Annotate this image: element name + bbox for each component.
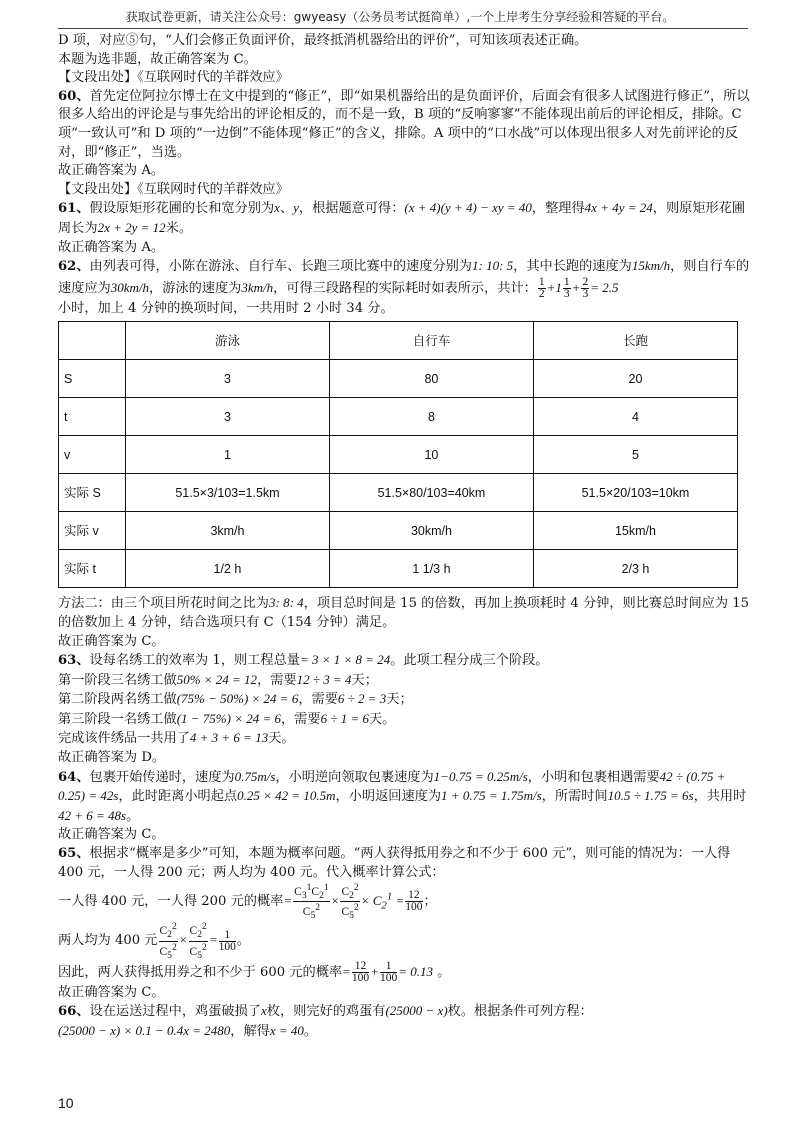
fraction: $\frac{1}{100}$ [379,959,398,984]
question-64: 64、包裹开始传递时，速度为0.75m/s，小明逆向领取包裹速度为1−0.75 = 0.25m/s，小明和包裹相遇需要42 ÷ (0.75 + 0.25) = 42s，此时距离小明起点0.25 × 42 = 10.5m，小明返回速度为1 + 0.75 = 1.75m/s，所需时间10.5 ÷ 1.75 = 6s，共用时42 + 6 = 48s。 [58,768,747,824]
answer: 故正确答案为 C。 [58,633,165,649]
stage-line: 第一阶段三名绣工做50% × 24 = 12，需要12 ÷ 3 = 4天； [58,671,378,688]
row-label: S [59,360,126,398]
table-row [59,360,738,398]
stage-line: 第二阶段两名绣工做(75% − 50%) × 24 = 6，需要6 ÷ 2 = 3天； [58,691,413,708]
speed-table [58,321,750,588]
document-body [58,32,750,1042]
equation-line: (25000 − x) × 0.1 − 0.4x = 2480，解得x = 40。 [58,1022,318,1039]
table-row [59,398,738,436]
probability-line: 因此，两人获得抵用券之和不少于 600 元的概率= $\frac{12}{100}$ + $\frac{1}{100}$ = 0.13 。 [58,959,451,984]
table-cell: 51.5×20/103=10km [533,474,737,512]
source-note: 【文段出处】《互联网时代的羊群效应》 [58,70,289,86]
table-cell: 80 [329,360,533,398]
row-label: 实际 S [59,474,126,512]
question-number: 64、 [58,769,90,785]
table-row [59,512,738,550]
table-cell: 51.5×80/103=40km [329,474,533,512]
table-cell: 1/2 h [125,550,329,588]
table-cell: 1 [125,436,329,474]
fraction: $\frac{C_2^2}{C_5^2}$ [189,921,207,961]
fraction: $\frac{1}{100}$ [218,928,236,953]
page-number: 10 [58,1095,74,1111]
table-header-row [59,322,738,360]
stage-line: 第三阶段一名绣工做(1 − 75%) × 24 = 6，需要6 ÷ 1 = 6天。 [58,710,396,727]
fraction: $\frac{C_2^2}{C_5^2}$ [341,882,359,922]
table-cell: 2/3 h [533,550,737,588]
row-label: t [59,398,126,436]
row-label: 实际 t [59,550,126,588]
question-number: 60、 [58,88,90,104]
table-row [59,550,738,588]
answer: 故正确答案为 A。 [58,239,165,255]
row-label: 实际 v [59,512,126,550]
question-number: 65、 [58,846,90,862]
fraction: $\frac{12}{100}$ [405,889,423,914]
question-63: 63、设每名绣工的效率为 1，则工程总量= 3 × 1 × 8 = 24。此项工程分成三个阶段。 [58,652,549,669]
answer: 故正确答案为 D。 [58,750,166,766]
table-cell: 51.5×3/103=1.5km [125,474,329,512]
question-61: 61、假设原矩形花圃的长和宽分别为x、y，根据题意可得：(x + 4)(y + 4) − xy = 40，整理得4x + 4y = 24，则原矩形花圃周长为2x + 2y = 12米。 [58,200,746,236]
fraction: $\frac{2}{3}$ [582,275,589,300]
question-62: 62、由列表可得，小陈在游泳、自行车、长跑三项比赛中的速度分别为1: 10: 5，其中长跑的速度为15km/h，则自行车的速度应为30km/h，游泳的速度为3km/h，可得三段路程的实际耗时如表所示，共计： $\frac{1}{2}$ +1 $\frac{1}{3}$ + $\frac{2}{3}$ = 2.5 小时，加上 4 分钟的换项时间，一共用时 2 小时 34 分。 [58,258,750,316]
table-row [59,436,738,474]
fraction: $\frac{C_2^2}{C_5^2}$ [159,921,177,961]
answer: 故正确答案为 A。 [58,163,165,179]
table-cell: 4 [533,398,737,436]
column-header: 自行车 [329,322,533,360]
question-number: 63、 [58,653,90,669]
table-cell: 1 1/3 h [329,550,533,588]
method-two: 方法二：由三个项目所花时间之比为3: 8: 4，项目总时间是 15 的倍数，再加上换项耗时 4 分钟，则比赛总时间应为 15 的倍数加上 4 分钟，结合选项只有 C（154 分钟）满足。 [58,595,750,630]
question-number: 66、 [58,1004,90,1020]
fraction: $\frac{1}{3}$ [563,275,570,300]
column-header: 游泳 [125,322,329,360]
paragraph: 本题为选非题，故正确答案为 C。 [58,51,257,67]
table-cell: 3 [125,360,329,398]
table-cell: 30km/h [329,512,533,550]
question-66: 66、设在运送过程中，鸡蛋破损了x枚，则完好的鸡蛋有(25000 − x)枚。根据条件可列方程： [58,1003,593,1020]
row-label: v [59,436,126,474]
fraction: $\frac{1}{2}$ [538,275,545,300]
header-divider [58,28,748,29]
paragraph: D 项，对应⑤句，“人们会修正负面评价，最终抵消机器给出的评价”，可知该项表述正确。 [58,33,588,48]
question-number: 62、 [58,259,90,275]
answer: 故正确答案为 C。 [58,984,165,1000]
probability-line: 两人均为 400 元 $\frac{C_2^2}{C_5^2}$ × $\frac{C_2^2}{C_5^2}$ = $\frac{1}{100}$ 。 [58,921,251,961]
fraction: $\frac{C_3^1C_2^1}{C_5^2}$ [294,882,329,922]
probability-line: 一人得 400 元，一人得 200 元的概率= $\frac{C_3^1C_2^1}{C_5^2}$ × $\frac{C_2^2}{C_5^2}$ × $C_2^1$ = $\frac{12}{100}$ ； [58,882,437,922]
table-cell: 3km/h [125,512,329,550]
table-cell: 20 [533,360,737,398]
column-header: 长跑 [533,322,737,360]
question-number: 61、 [58,201,90,217]
answer: 故正确答案为 C。 [58,827,165,843]
table-cell: 10 [329,436,533,474]
table-cell: 5 [533,436,737,474]
source-note: 【文段出处】《互联网时代的羊群效应》 [58,181,289,197]
page-header: 获取试卷更新，请关注公众号：gwyeasy（公务员考试挺简单）,一个上岸考生分享经验和答疑的平台。 [125,10,675,24]
stage-line: 完成该件绣品一共用了4 + 3 + 6 = 13天。 [58,730,295,747]
table-cell: 15km/h [533,512,737,550]
question-60: 60、首先定位阿拉尔博士在文中提到的“修正”，即“如果机器给出的是负面评价，后面会有很多人试图进行修正”，所以很多人给出的评论是与事先给出的评论相反的，而不是一致，B 项的“反响寥寥”不能体现出前后的评论相反，排除。C 项“一致认可”和 D 项的“一边倒”不能体现“修正”的含义，排除。A 项中的“口水战”可以体现出很多人对先前评论的反对，即“修正”，当选。 [58,88,750,160]
table-cell: 3 [125,398,329,436]
table-cell: 8 [329,398,533,436]
fraction: $\frac{12}{100}$ [351,959,370,984]
question-65: 65、根据求“概率是多少”可知，本题为概率问题。“两人获得抵用券之和不少于 600 元”，则可能的情况为：一人得 400 元，一人得 200 元；两人均为 400 元。代入概率计算公式： [58,846,731,880]
table-row [59,474,738,512]
